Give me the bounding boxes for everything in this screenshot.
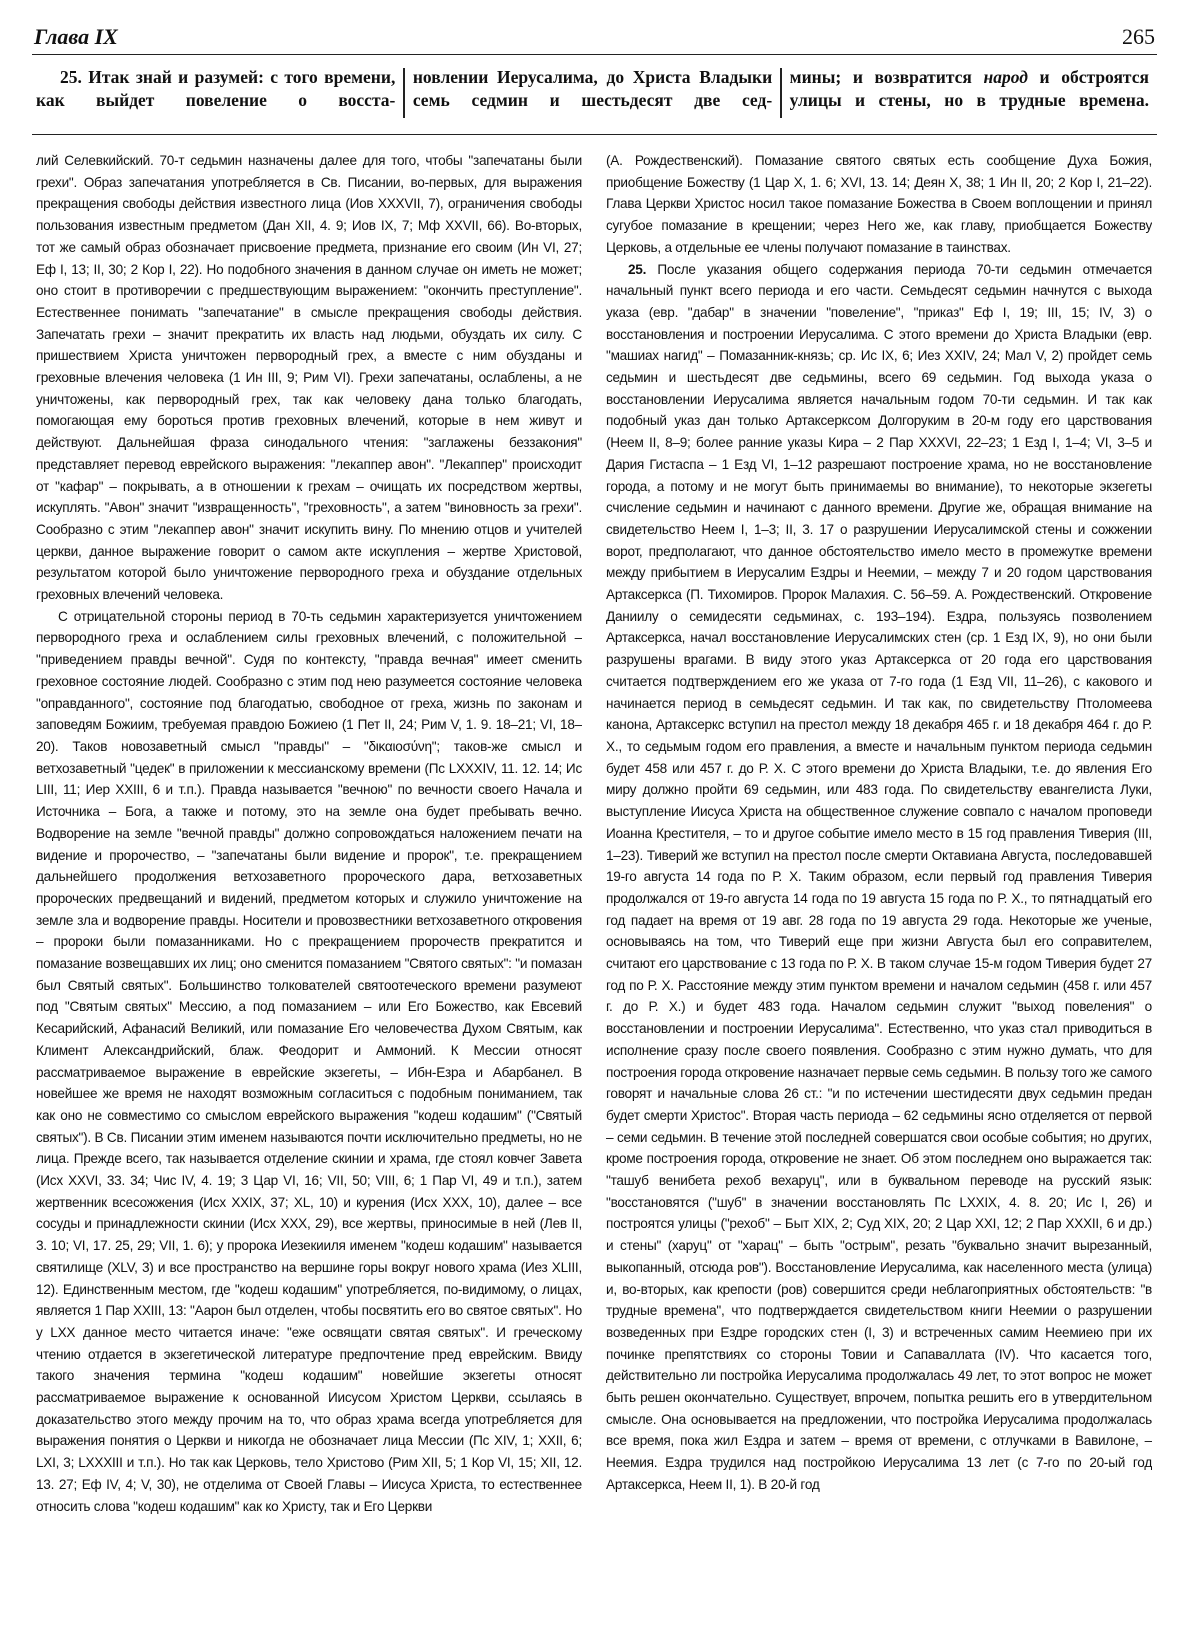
paragraph: (А. Рождественский). Помазание святого святых есть сообщение Духа Божия, приобщение Божеству (1 Цар X, 1. 6; XVI, 13. 14; Деян X, 38; 1 Ин II, 20; 2 Кор I, 21–22). Глава Церкви Христос носил такое помазание Божества в Своем воплощении и принял сугубое помазание в крещении; через Него же, как главу, приобщается Божеству Церковь, а отдельные ее члены получают помазание в таинствах. bbox=[606, 153, 1152, 255]
verse-italic-word: народ bbox=[983, 67, 1028, 87]
header-rule bbox=[32, 134, 1157, 135]
verse-text bbox=[32, 64, 1157, 122]
paragraph bbox=[606, 259, 1152, 1496]
paragraph: лий Селевкийский. 70-т седьмин назначены далее для того, чтобы "запечатаны были грехи". Образ запечатания употребляется в Св. Писании, во-первых, для выражения прекращения свободы действия известного лица (Иов XXXVII, 7), ограничения свободы пользования известным предметом (Дан XII, 4. 9; Иов IX, 7; Мф XXVII, 66). Во-вторых, тот же самый образ обозначает присвоение предмета, признание его своим (Ин VI, 27; Еф I, 13; II, 30; 2 Кор I, 22). Но подобного значения в данном случае он иметь не может; оно стоит в противоречии с предшествующим выражением: "окончить преступление". Естественнее понимать "запечатание" в смысле прекращения свободы действия. Запечатать грехи – значит прекратить их власть над людьми, обуздать их силу. С пришествием Христа уничтожен первородный грех, а вместе с ним обузданы и греховные влечения человека (1 Ин III, 9; Рим VI). Грехи запечатаны, ослаблены, а не уничтожены, как первородный грех, так как человеку дана только благодать, помогающая ему бороться против греховных влечений, которые в нем живут и действуют. Дальнейшая фраза синодального чтения: "заглажены беззакония" представляет перевод еврейского выражения: "лекаппер авон". "Лекаппер" происходит от "кафар" – покрывать, а в отношении к грехам – очищать их посредством жертвы, искуплять. "Авон" значит "извращенность", "греховность", а затем "виновность за грехи". Сообразно с этим "лекаппер авон" значит искупить вину. По мнению отцов и учителей церкви, данное выражение говорит о самом акте искупления – жертве Христовой, результатом которой было уничтожение первородного греха и обуздание отдельных греховных влечений человека. bbox=[36, 153, 582, 603]
verse-part-3b: и обстроятся улицы и стены, но в трудные времена. bbox=[789, 67, 1149, 110]
left-column bbox=[36, 150, 582, 1620]
commentary-body bbox=[36, 150, 1153, 1620]
chapter-title: Глава IX bbox=[34, 24, 118, 49]
verse-part-1: 25. Итак знай и разумей: с того времени, как выйдет повеление о восста- bbox=[36, 67, 396, 110]
paragraph: С отрицательной стороны период в 70-ть седьмин характеризуется уничтожением первородного греха и ослаблением силы греховных влечений, с положительной – "приведением правды вечной". Судя по контексту, "правда вечная" имеет сменить греховное состояние людей. Сообразно с этим под нею разумеется состояние человека "оправданного", состояние под благодатью, свободное от греха, жизнь по законам и заповедям Божиим, требуемая правдою Божиею (1 Пет II, 24; Рим V, 1. 9. 18–21; VI, 18–20). Таков новозаветный смысл "правды" – "δικαιοσύνη"; таков-же смысл и ветхозаветный "цедек" в приложении к мессианскому времени (Пс LXXXIV, 11. 12. 14; Ис LIII, 11; Иер XXIII, 6 и т.п.). Правда называется "вечною" по вечности своего Начала и Источника – Бога, а также и потому, это на земле она будет пребывать вечно. Водворение на земле "вечной правды" должно сопровождаться наложением печати на видение и пророчество, – "запечатаны были видение и пророк", т.е. прекращением дальнейшего продолжения ветхозаветного пророческого дара, ветхозаветных пророческих предвещаний и видений, предметом которых и служило уничтожение на земле зла и водворение правды. Носители и провозвестники ветхозаветного откровения – пророки были помазанниками. Но с прекращением пророчеств прекратится и помазание возвещавших их лиц; оно сменится помазанием "Святого святых": "и помазан был Святый святых". Большинство толкователей святоотеческого времени разумеют под "Святым святых" Мессию, а под помазанием – или Его Божество, как Евсевий Кесарийский, Афанасий Великий, или помазание Его человечества Духом Святым, как Климент Александрийский, блаж. Феодорит и Аммоний. К Мессии относят рассматриваемое выражение в еврейские экзегеты, – Ибн-Езра и Абарбанел. В новейшее же время не находят возможным согласиться с подобным пониманием, так как оно не совместимо со смыслом еврейского выражения "кодеш кодашим" ("Святый святых"). В Св. Писании этим именем называются почти исключительно предметы, но не лица. Прежде всего, так называется отделение скинии и храма, где стоял ковчег Завета (Исх XXVI, 33. 34; Чис IV, 4. 19; 3 Цар VI, 16; VII, 50; VIII, 6; 1 Пар VI, 49 и т.п.), затем жертвенник всесожжения (Исх XXIX, 37; XL, 10) и курения (Исх XXX, 10), далее – все сосуды и принадлежности скинии (Исх XXX, 29), все жертвы, приносимые в ней (Лев II, 3. 10; VI, 17. 25, 29; VII, 1. 6); у пророка Иезекииля именем "кодеш кодашим" называется святилище (XLV, 3) и все пространство на вершине горы вокруг нового храма (Иез XLIII, 12). Единственным местом, где "кодеш кодашим" употребляется, по-видимому, о лицах, является 1 Пар XXIII, 13: "Аарон был отделен, чтобы посвятить его во святое святых". Но у LXX данное место читается иначе: "еже освящати святая святых". И греческому чтению отдается в экзегетической литературе предпочтение пред еврейским. Ввиду такого значения термина "кодеш кодашим" новейшие экзегеты относят рассматриваемое выражение к основанной Иисусом Христом Церкви, ссылаясь в доказательство этого между прочим на то, что образ храма всегда употребляется для выражения понятия о Церкви и никогда не обозначает лица Мессии (Пс XIV, 1; XXII, 6; LXI, 3; LXXXIII и т.п.). Но так как Церковь, тело Христово (Рим XII, 5; 1 Кор VI, 15; XII, 12. 13. 27; Еф IV, 4; V, 30), не отделима от Своей Главы – Иисуса Христа, то естественнее относить слова "кодеш кодашим" как ко Христу, так и Его Церкви bbox=[36, 608, 582, 1514]
verse-part-3 bbox=[782, 64, 1157, 122]
right-column bbox=[606, 150, 1152, 1620]
verse-number: 25. bbox=[628, 261, 647, 277]
page-number: 265 bbox=[1122, 24, 1155, 49]
running-header bbox=[32, 22, 1157, 55]
verse-part-2: новлении Иерусалима, до Христа Владыки семь седмин и шестьдесят две сед- bbox=[412, 67, 773, 110]
verse-part-3a: мины; и возвратится bbox=[789, 67, 984, 87]
paragraph-text: После указания общего содержания периода 70-ти седьмин отмечается начальный пункт всего периода и его части. Семьдесят седьмин начнутся с выхода указа (евр. "дабар" в значении "повеление", "приказ" Еф I, 19; III, 15; IV, 3) о восстановления и построении Иерусалима. С этого времени до Христа Владыки (евр. "машиах нагид" – Помазанник-князь; ср. Ис IX, 6; Иез XXIV, 24; Мал V, 2) пройдет семь седьмин и шестьдесят две седьмины, всего 69 седьмин. Год выхода указа о восстановлении Иерусалима является начальным годом 70-ти седьмин. И так как подобный указ дан только Артаксерксом Долгоруким в 20-м году его царствования (Неем II, 8–9; более ранние указы Кира – 2 Пар XXXVI, 22–23; 1 Езд I, 1–4; VI, 3–5 и Дария Гистаспа – 1 Езд VI, 1–12 разрешают построение храма, но не восстановление города, а потому и не могут быть принимаемы во внимание), то некоторые экзегеты счисление седьмин и начинают с данного времени. Другие же, обращая внимание на свидетельство Неем I, 1–3; II, 3. 17 о разрушении Иерусалимской стены и сожжении ворот, предполагают, что данное обстоятельство имело место в промежутке времени между прибытием в Иерусалим Ездры и Неемии, – между 7 и 20 годом царствования Артаксеркса (П. Тихомиров. Пророк Малахия. С. 56–59. А. Рождественский. Откровение Даниилу о семидесяти седьминах, с. 193–194). Ездра, пользуясь позволением Артаксеркса, начал восстановление Иерусалимских стен (ср. 1 Езд IX, 9), но они были разрушены врагами. В виду этого указ Артаксеркса от 20 года его царствования считается подтверждением его же указа от 7-го года (1 Езд VII, 11–26), с какового и начинается период в семьдесят седьмин. И так как, по свидетельству Птоломеева канона, Артаксеркс вступил на престол между 18 декабря 465 г. и 18 декабря 464 г. до Р. Х., то седьмым годом его правления, а вместе и начальным пунктом периода седьмин будет 458 или 457 г. до Р. Х. С этого времени до Христа Владыки, т.е. до явления Его миру должно пройти 69 седьмин, или 483 года. По свидетельству евангелиста Луки, выступление Иисуса Христа на общественное служение совпало с началом проповеди Иоанна Крестителя, – то и другое событие имело место в 15 год правления Тиверия (III, 1–23). Тиверий же вступил на престол после смерти Октавиана Августа, последовавшей 19-го августа 14 года по Р. Х. Таким образом, если первый год правления Тиверия продолжался от 19-го августа 14 года по 19 августа 15 года по Р. Х., то пятнадцатый его год падает на время от 19 авг. 28 года по 19 августа 29 года. Некоторые же ученые, основываясь на том, что Тиверий еще при жизни Августа был его соправителем, считают его царствование с 13 года по Р. Х. В таком случае 15-м годом Тиверия будет 27 год по Р. Х. Расстояние между этим пунктом времени и началом седьмин (458 г. или 457 г. до Р. Х.) и будет 483 года. Началом седьмин служит "выход повеления" о восстановлении и построении Иерусалима". Естественно, что указ стал приводиться в исполнение сразу после своего появления. Сообразно с этим нужно думать, что для построения города откровение назначает первые семь седьмин. В пользу того же самого говорят и начальные слова 26 ст.: "и по истечении шестидесяти двух седьмин предан будет смерти Христос". Вторая часть периода – 62 седьмины ясно отделяется от первой – семи седьмин. В течение этой последней совершатся свои особые события; но других, кроме построения города, откровение не знает. Об этом последнем оно выражается так: "ташуб венибета рехоб вехаруц", или в буквальном переводе на русский язык: "восстановятся ("шуб" в значении восстановлять Пс LXXIX, 4. 8. 20; Ис I, 26) и построятся улицы ("рехоб" – Быт XIX, 2; Суд XIX, 20; 2 Цар XXI, 12; 2 Пар XXXII, 6 и др.) и стены" (харуц" от "харац" – быть "острым", резать "буквально значит вырезанный, выкопанный, отсюда ров"). Восстановление Иерусалима, как населенного места (улица) и, во-вторых, как крепости (ров) совершится среди неблагоприятных обстоятельств: "в трудные времена", что подтверждается свидетельством книги Неемии о разрушении возведенных при Ездре городских стен (I, 3) и встреченных самим Неемиею при их починке препятствиях со стороны Товии и Сапаваллата (IV). Что касается того, действительно ли постройка Иерусалима продолжалась 49 лет, то этот вопрос не может быть решен окончательно. Существует, впрочем, попытка решить его в утвердительном смысле. Она основывается на предложении, что постройка Иерусалима продолжалась все время, пока жил Ездра и затем – время от времени, с отлучками в Вавилоне, – Неемия. Ездра трудился над постройкою Иерусалима 13 лет (с 7-го по 20-ый год Артаксеркса, Неем II, 1). В 20-й год bbox=[606, 261, 1152, 1492]
